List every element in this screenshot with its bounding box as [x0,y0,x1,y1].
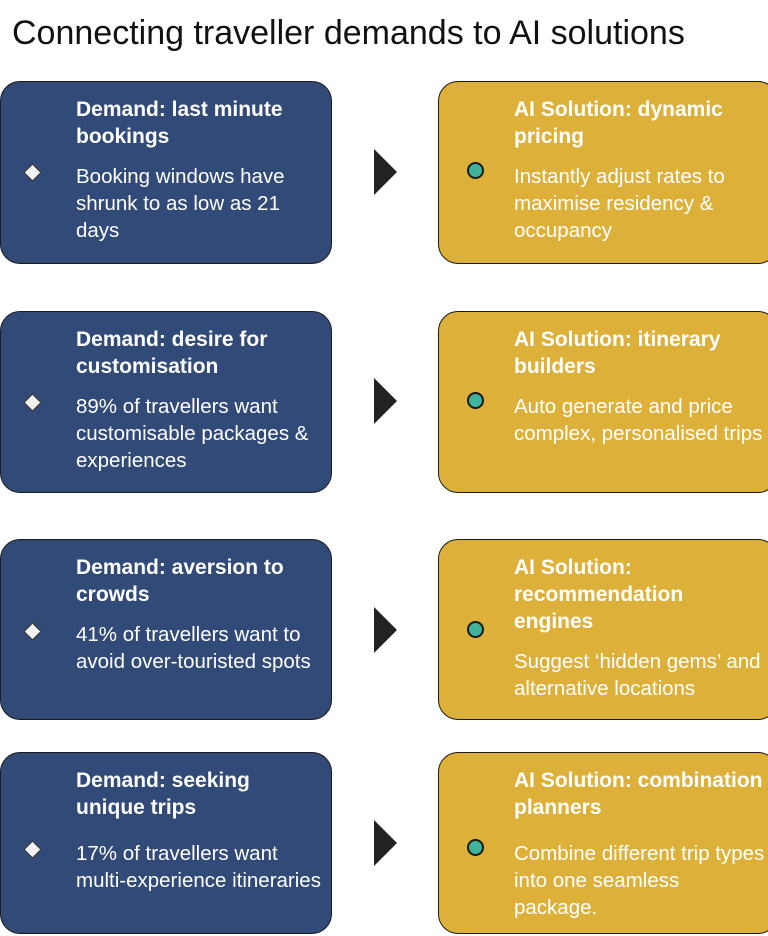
page-title: Connecting traveller demands to AI solutions [12,14,685,52]
demand-card-aversion-to-crowds [0,539,332,720]
circle-bullet-icon [467,621,484,638]
demand-card-last-minute-bookings [0,81,332,264]
solution-heading: AI Solution: dynamic pricing [514,98,723,148]
demand-heading: Demand: aversion to crowds [76,556,284,606]
demand-card-desire-for-customisation [0,311,332,493]
solution-heading: AI Solution: combination planners [514,769,763,819]
demand-card-seeking-unique-trips [0,752,332,934]
demand-body: 17% of travellers want multi-experience itineraries [76,842,321,892]
solution-card-recommendation-engines [438,539,768,720]
arrow-right-icon [374,378,397,424]
solution-body: Auto generate and price complex, personalised trips [514,395,763,445]
demand-body: Booking windows have shrunk to as low as 21 days [76,165,285,242]
arrow-right-icon [374,149,397,195]
solution-body: Suggest ‘hidden gems’ and alternative locations [514,650,761,700]
solution-heading: AI Solution: itinerary builders [514,328,721,378]
demand-heading: Demand: desire for customisation [76,328,268,378]
demand-body: 89% of travellers want customisable packages & experiences [76,395,309,472]
solution-body: Combine different trip types into one seamless package. [514,842,765,919]
solution-card-itinerary-builders [438,311,768,493]
solution-card-combination-planners [438,752,768,934]
arrow-right-icon [374,820,397,866]
demand-body: 41% of travellers want to avoid over-touristed spots [76,623,311,673]
solution-card-dynamic-pricing [438,81,768,264]
arrow-right-icon [374,607,397,653]
solution-body: Instantly adjust rates to maximise residency & occupancy [514,165,725,242]
demand-heading: Demand: last minute bookings [76,98,283,148]
demand-heading: Demand: seeking unique trips [76,769,250,819]
circle-bullet-icon [467,839,484,856]
circle-bullet-icon [467,392,484,409]
circle-bullet-icon [467,162,484,179]
solution-heading: AI Solution: recommendation engines [514,556,684,633]
